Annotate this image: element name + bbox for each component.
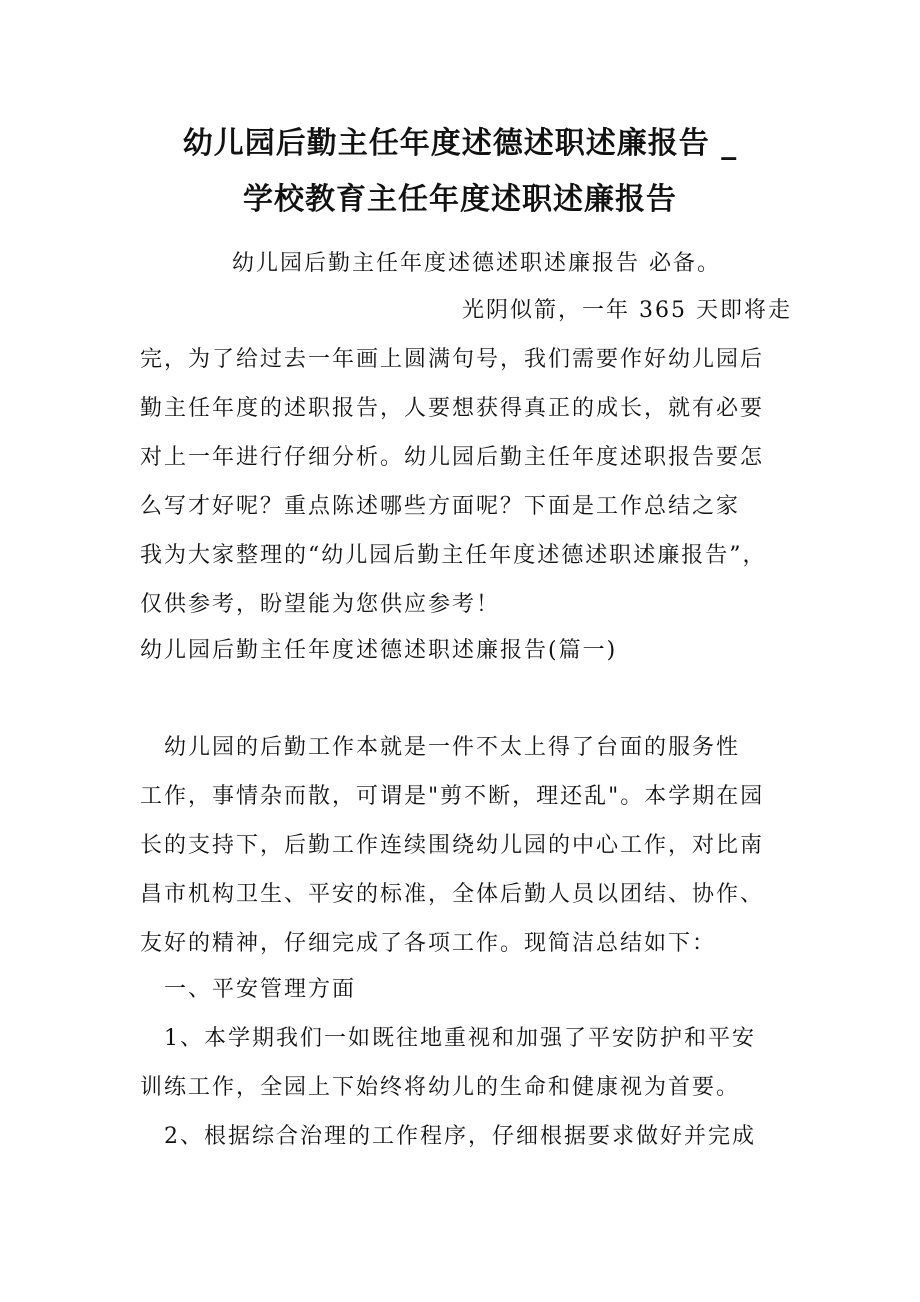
body-line: 幼儿园的后勤工作本就是一件不太上得了台面的服务性 (164, 735, 741, 760)
body-line: 2、根据综合治理的工作程序，仔细根据要求做好并完成 (164, 1124, 756, 1149)
subsection-heading: 一、平安管理方面 (164, 977, 357, 1002)
body-line: 光阴似箭，一年 365 天即将走 (462, 298, 792, 323)
body-line: 仅供参考，盼望能为您供应参考！ (140, 592, 501, 617)
document-title-line-1: 幼儿园后勤主任年度述德述职述廉报告 _ (182, 126, 738, 161)
body-line: 1、本学期我们一如既往地重视和加强了平安防护和平安 (164, 1026, 756, 1051)
body-line: 友好的精神，仔细完成了各项工作。现简洁总结如下： (140, 931, 717, 956)
document-title-line-2: 学校教育主任年度述职述廉报告 (243, 182, 677, 217)
body-line: 么写才好呢？重点陈述哪些方面呢？下面是工作总结之家 (140, 494, 741, 519)
body-line: 昌市机构卫生、平安的标准，全体后勤人员以团结、协作、 (140, 882, 765, 907)
body-line: 工作，事情杂而散，可谓是"剪不断，理还乱"。本学期在园 (140, 784, 765, 809)
section-heading: 幼儿园后勤主任年度述德述职述廉报告(篇一) (140, 638, 618, 663)
body-line: 对上一年进行仔细分析。幼儿园后勤主任年度述职报告要怎 (140, 445, 765, 470)
body-line: 长的支持下，后勤工作连续围绕幼儿园的中心工作，对比南 (140, 833, 765, 858)
body-line: 勤主任年度的述职报告，人要想获得真正的成长，就有必要 (140, 396, 765, 421)
body-line: 我为大家整理的“幼儿园后勤主任年度述德述职述廉报告”， (140, 543, 767, 568)
intro-line: 幼儿园后勤主任年度述德述职述廉报告 必备。 (232, 251, 721, 276)
body-line: 训练工作，全园上下始终将幼儿的生命和健康视为首要。 (140, 1075, 741, 1100)
body-line: 完，为了给过去一年画上圆满句号，我们需要作好幼儿园后 (140, 347, 765, 372)
